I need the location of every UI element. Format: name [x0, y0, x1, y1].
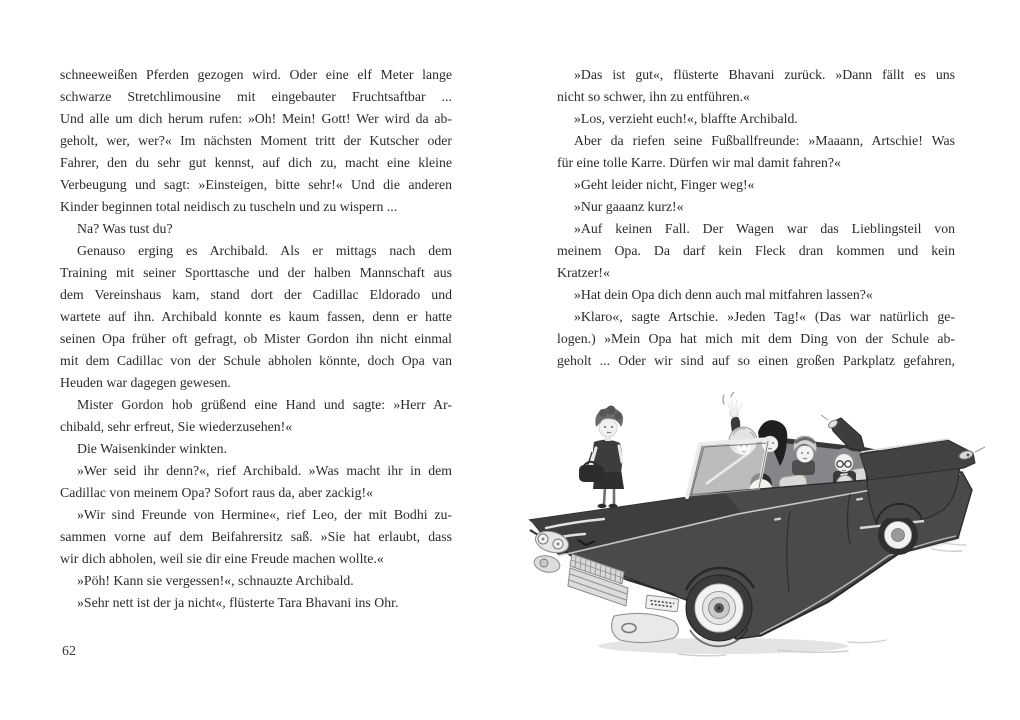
- text-line: »Klaro«, sagte Artschie. »Jeden Tag!« (Das war natürlich ge-: [574, 309, 955, 324]
- text-line: dem Vereinshaus kam, stand dort der Cadillac Eldorado und: [60, 287, 452, 302]
- text-line: wartete auf ihn. Archibald konnte es kaum fassen, denn er hatte: [60, 309, 452, 324]
- text-line: nicht so schwer, ihn zu entführen.«: [557, 89, 750, 104]
- text-line: Kratzer!«: [557, 265, 610, 280]
- text-line: schwarze Stretchlimousine mit eingebauter Fruchtsaftbar ...: [60, 89, 452, 104]
- text-line: »Pöh! Kann sie vergessen!«, schnauzte Archibald.: [77, 573, 354, 588]
- text-line: seinen Opa früher oft gefragt, ob Mister Gordon ihn nicht einmal: [60, 331, 452, 346]
- left-page-text: [60, 64, 452, 614]
- text-line: schneeweißen Pferden gezogen wird. Oder eine elf Meter lange: [60, 67, 452, 82]
- text-line: Aber da riefen seine Fußballfreunde: »Maaann, Artschie! Was: [574, 133, 955, 148]
- text-line: geholt ... Oder wir sind auf so einen großen Parkplatz gefahren,: [557, 353, 955, 368]
- right-page-text: [557, 64, 955, 372]
- page-number: 62: [62, 644, 76, 659]
- license-plate: [645, 595, 678, 612]
- text-line: Fahrer, den du sehr gut kennst, auf dich zu, macht eine kleine: [60, 155, 452, 170]
- text-line: »Nur gaaanz kurz!«: [574, 199, 684, 214]
- cadillac-illustration: [528, 392, 990, 673]
- text-line: Heuden war dagegen gewesen.: [60, 375, 231, 390]
- text-line: »Wer seid ihr denn?«, rief Archibald. »Was macht ihr in dem: [77, 463, 452, 478]
- rear-wheel: [878, 515, 918, 555]
- text-line: »Geht leider nicht, Finger weg!«: [574, 177, 755, 192]
- text-line: Verbeugung und sagt: »Einsteigen, bitte sehr!« Und die anderen: [60, 177, 452, 192]
- text-line: Cadillac von meinem Opa? Sofort raus da, aber zackig!«: [60, 485, 373, 500]
- text-line: Na? Was tust du?: [77, 221, 173, 236]
- text-line: »Los, verzieht euch!«, blaffte Archibald.: [574, 111, 798, 126]
- text-line: Kinder beginnen total neidisch zu tuscheln und zu wispern ...: [60, 199, 398, 214]
- chrome-bumper: [612, 613, 679, 642]
- text-line: mit dem Cadillac von der Schule abholen könnte, doch Opa van: [60, 353, 452, 368]
- text-line: Die Waisenkinder winkten.: [77, 441, 227, 456]
- text-line: logen.) »Mein Opa hat mich mit dem Ding von der Schule ab-: [557, 331, 955, 346]
- text-line: »Hat dein Opa dich denn auch mal mitfahren lassen?«: [574, 287, 873, 302]
- text-line: chibald, sehr erfreut, Sie wiederzusehen!«: [60, 419, 293, 434]
- text-line: sammen vorne auf dem Beifahrersitz saß. »Sie hat erlaubt, dass: [60, 529, 452, 544]
- text-line: »Wir sind Freunde von Hermine«, rief Leo, der mit Bodhi zu-: [77, 507, 452, 522]
- woman-face: [599, 419, 617, 437]
- text-line: Mister Gordon hob grüßend eine Hand und sagte: »Herr Ar-: [77, 397, 452, 412]
- text-line: »Das ist gut«, flüsterte Bhavani zurück. »Dann fällt es uns: [574, 67, 955, 82]
- text-line: geholt, wer, wer?« Im nächsten Moment tritt der Kutscher oder: [60, 133, 452, 148]
- text-line: »Sehr nett ist der ja nicht«, flüsterte Tara Bhavani ins Ohr.: [77, 595, 399, 610]
- text-line: meinem Opa. Da darf kein Fleck dran kommen und kein: [557, 243, 955, 258]
- text-line: Und alle um dich herum rufen: »Oh! Mein! Gott! Wer wird da ab-: [60, 111, 452, 126]
- text-line: wir dich abholen, weil sie dir eine Freude machen wollte.«: [60, 551, 384, 566]
- text-line: »Auf keinen Fall. Der Wagen war das Lieblingsteil von: [574, 221, 955, 236]
- standing-woman: [579, 406, 624, 509]
- text-line: Training mit seiner Sporttasche und der halben Mannschaft aus: [60, 265, 452, 280]
- text-line: für eine tolle Karre. Dürfen wir mal damit fahren?«: [557, 155, 841, 170]
- text-line: Genauso erging es Archibald. Als er mittags nach dem: [77, 243, 452, 258]
